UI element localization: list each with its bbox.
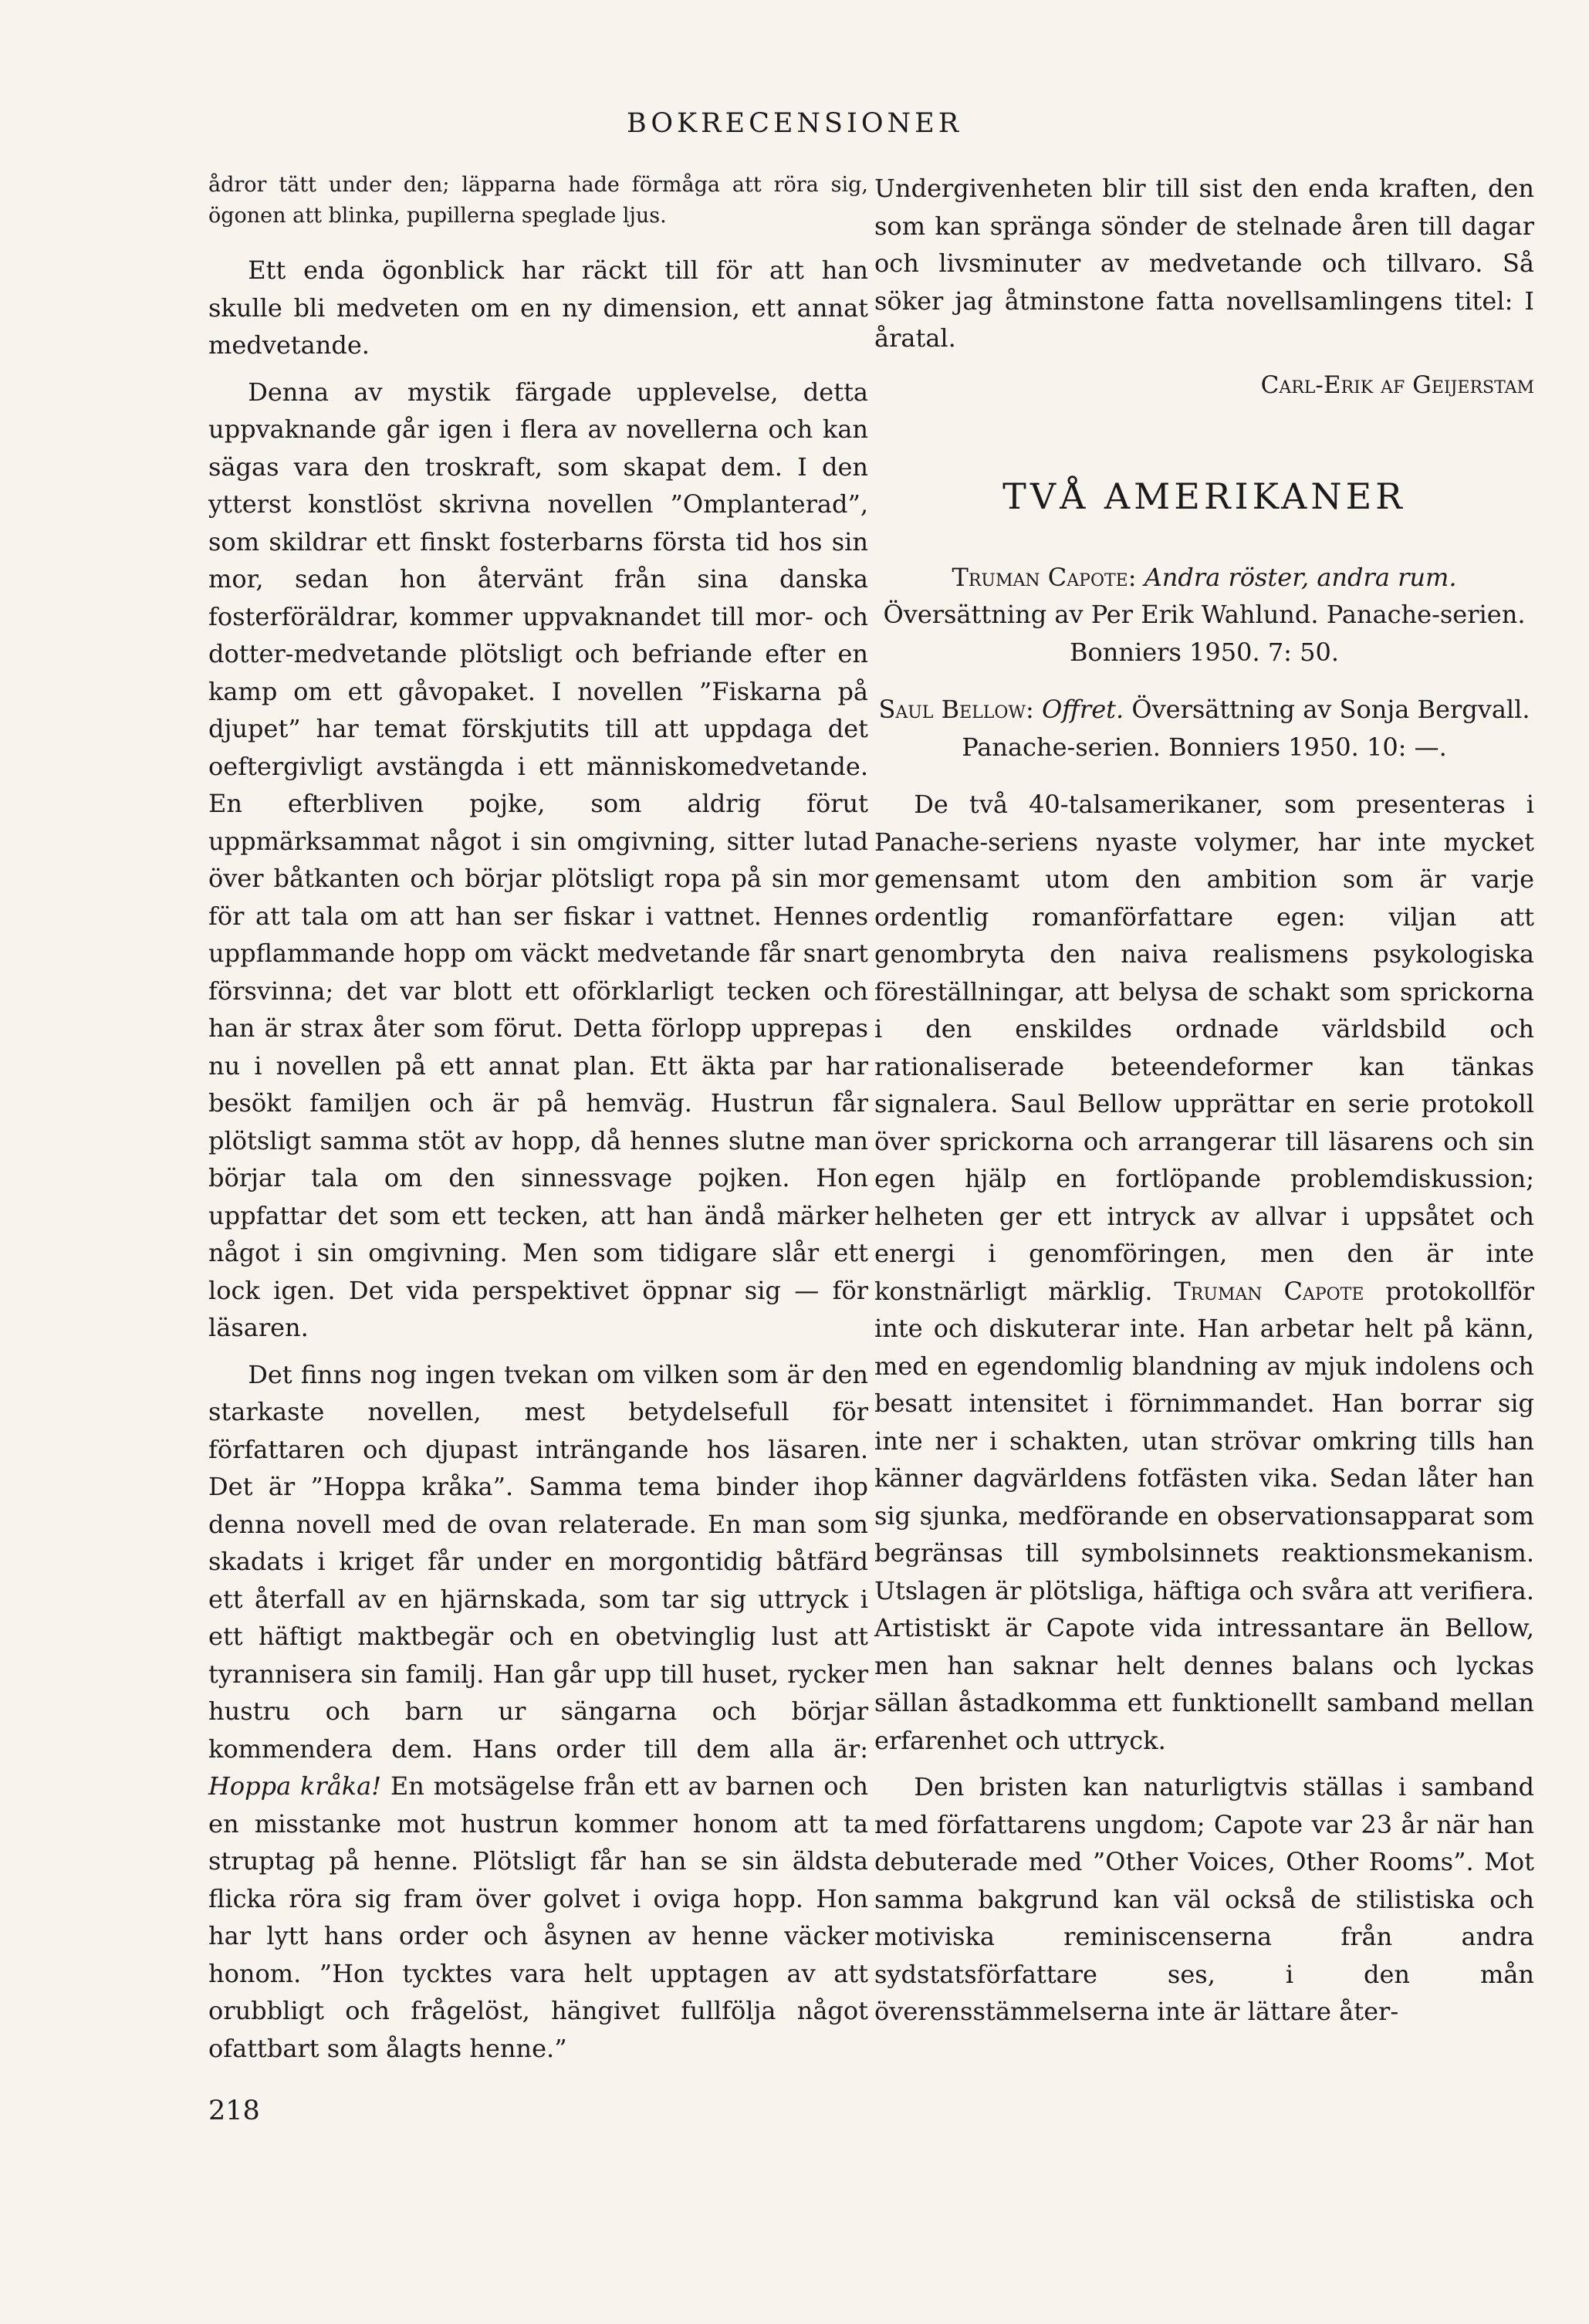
italic-quote: Hoppa kråka! (208, 1771, 382, 1801)
citation-author: Truman Capote: (952, 562, 1137, 592)
paragraph (874, 786, 1534, 1759)
paragraph: Undergivenheten blir till sist den enda kraften, den som kan spränga sönder de stelnade åren till dagar och livsminuter av medvetande och tillvaro. Så söker jag åtminstone fatta novellsamlingens titel: I åratal. (874, 174, 1534, 353)
right-column (874, 170, 1534, 2040)
citation-author: Saul Bellow: (878, 695, 1034, 724)
book-citation (874, 559, 1534, 671)
paragraph: Denna av mystik färgade upplevelse, detta uppvaknande går igen i flera av novellerna och kan sägas vara den troskraft, som skapat dem. I den ytterst konstlöst skrivna novellen ”Omplanterad”, som skildrar ett finskt fosterbarns första tid hos sin mor, sedan hon återvänt från sina danska fosterföräldrar, kommer uppvaknandet till mor- och dotter-medvetande plötsligt och befriande efter en kamp om ett gåvopaket. I novellen ”Fiskarna på djupet” har temat förskjutits till att uppdaga det oeftergivligt avstängda i ett människomedvetande. En efterbliven pojke, som aldrig förut uppmärksammat något i sin omgivning, sitter lutad över båtkanten och börjar plötsligt ropa på sin mor för att tala om att han ser fiskar i vattnet. Hennes uppflammande hopp om väckt medvetande får snart försvinna; det var blott ett oförklarligt tecken och han är strax åter som förut. Detta förlopp upprepas nu i novellen på ett annat plan. Ett äkta par har besökt familjen och är på hemväg. Hustrun får plötsligt samma stöt av hopp, då hennes slutne man börjar tala om den sinnessvage pojken. Hon uppfattar det som ett tecken, att han ändå märker något i sin omgivning. Men som tidigare slår ett lock igen. Det vida perspektivet öppnar sig — för läsaren. (208, 377, 868, 1342)
author-name: Truman Capote (1174, 1276, 1364, 1306)
paragraph-text: protokollför inte och diskuterar inte. Han arbetar helt på känn, med en egendomlig blandning av mjuk indolens och besatt intensitet i förnimmandet. Han borrar sig inte ner i schakten, utan strövar omkring tills han känner dagvärldens fotfästen vika. Sedan låter han sig sjunka, medförande en observationsapparat som begränsas till symbolsinnets reaktionsmekanism. Utslagen är plötsliga, häftiga och svåra att verifiera. Artistiskt är Capote vida intressantare än Bellow, men han saknar helt dennes balans och lyckas sällan åstadkomma ett funktionellt samband mellan erfarenhet och uttryck. (874, 1276, 1535, 1755)
paragraph-text: Det finns nog ingen tvekan om vilken som är den starkaste novellen, mest betydelsefull för författaren och djupast inträngande hos läsaren. Det är ”Hoppa kråka”. Samma tema binder ihop denna novell med de ovan relaterade. En man som skadats i kriget får under en morgontidig båtfärd ett återfall av en hjärnskada, som tar sig uttryck i ett häftigt maktbegär och en obetvinglig lust att tyrannisera sin familj. Han går upp till huset, rycker hustru och barn ur sängarna och börjar kommendera dem. Hans order till dem alla är: (208, 1359, 868, 1764)
paragraph-text: En motsägelse från ett av barnen och en misstanke mot hustrun kommer honom att ta struptag på henne. Plötsligt får han se sin äldsta flicka röra sig fram över golvet i oviga hopp. Hon har lytt hans order och åsynen av henne väcker honom. ”Hon tycktes vara helt upptagen av att orubbligt och frågelöst, hängivet fullfölja något ofattbart som ålagts henne.” (208, 1771, 869, 2063)
book-citation (874, 691, 1534, 766)
author-signature: Carl-Erik af Geijerstam (1260, 370, 1534, 399)
paragraph (208, 1356, 868, 2068)
running-head: BOKRECENSIONER (626, 108, 963, 139)
citation-title: Andra röster, andra rum. (1144, 562, 1457, 592)
paragraph: Den bristen kan naturligtvis ställas i samband med författarens ungdom; Capote var 23 år när han debuterade med ”Other Voices, Other Rooms”. Mot samma bakgrund kan väl också de stilistiska och motiviska reminiscenserna från andra sydstatsförfattare ses, i den mån överensstämmelserna inte är lättare åter- (874, 1772, 1534, 2026)
paragraph: Ett enda ögonblick har räckt till för att han skulle bli medveten om en ny dimension, ett annat medvetande. (208, 255, 868, 360)
citation-details: Översättning av Per Erik Wahlund. Panache-serien. Bonniers 1950. 7: 50. (883, 600, 1526, 667)
page-number: 218 (208, 2096, 260, 2126)
paragraph-text: De två 40-talsamerikaner, som presenteras i Panache-seriens nyaste volymer, har inte mycket gemensamt utom den ambition som är varje ordentlig romanförfattare egen: viljan att genombryta den naiva realismens psykologiska föreställningar, att belysa de schakt som sprickorna i den enskildes ordnade världsbild och rationaliserade beteendeformer kan tänkas signalera. Saul Bellow upprättar en serie protokoll över sprickorna och arrangerar till läsarens och sin egen hjälp en fortlöpande problemdiskussion; helheten ger ett intryck av allvar i uppsåtet och energi i genomföringen, men den är inte konstnärligt märklig. (874, 790, 1534, 1306)
citation-details: Översättning av Sonja Bergvall. Panache-serien. Bonniers 1950. 10: —. (962, 695, 1530, 762)
section-title: TVÅ AMERIKANER (1002, 475, 1406, 517)
paragraph-quote-fragment: ådror tätt under den; läpparna hade förmåga att röra sig, ögonen att blinka, pupillerna speglade ljus. (208, 173, 868, 228)
left-column (208, 170, 868, 2076)
citation-title: Offret. (1041, 695, 1124, 724)
